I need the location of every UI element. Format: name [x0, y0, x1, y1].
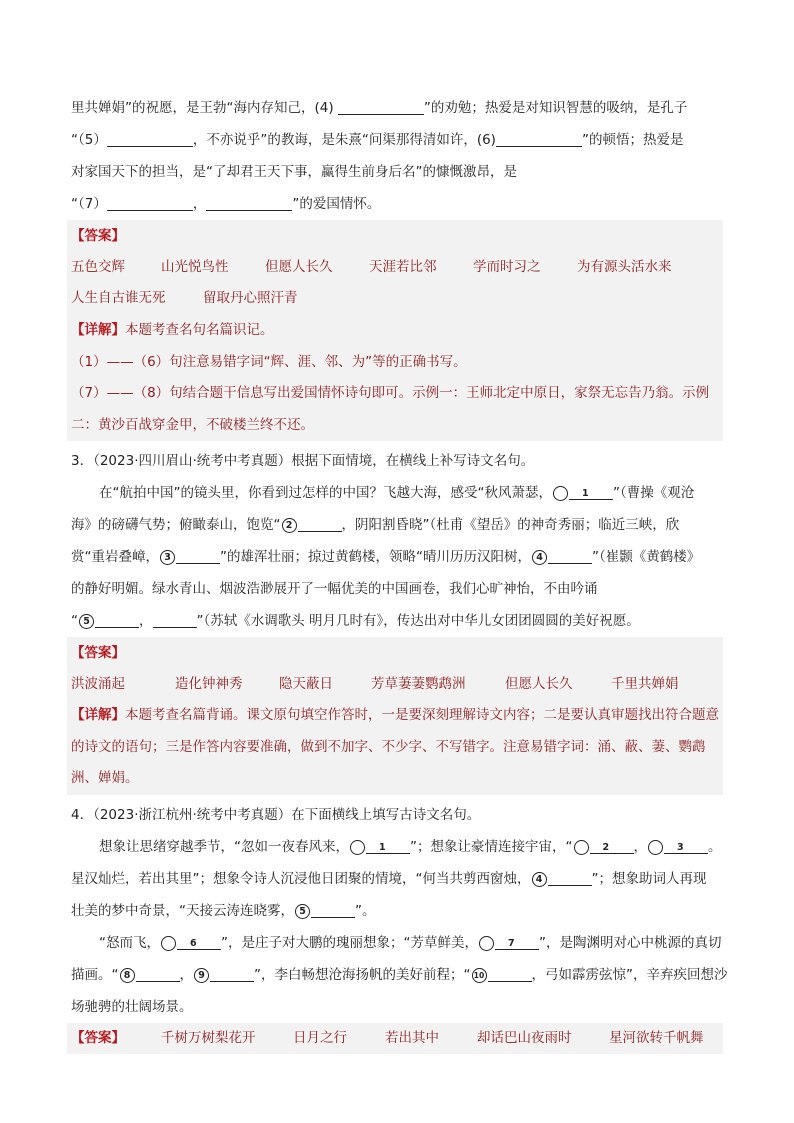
q4-text-line: 想象让思绪穿越季节，“忽如一夜春风来， 1 ”；想象让豪情连接宇宙，“ 2 ， 3 。 — [99, 838, 722, 855]
blank-1[interactable] — [366, 837, 410, 854]
circle-number: 7 — [479, 936, 494, 951]
blank-9[interactable] — [210, 965, 254, 982]
q3-text-line: 的静好明媚。绿水青山、烟波浩渺展开了一幅优美的中国画卷，我们心旷神怡，不由吟诵 — [71, 581, 598, 597]
circle-number: 2 — [574, 840, 589, 855]
answer-item: 星河欲转千帆舞 — [609, 1029, 704, 1046]
blank-6[interactable] — [153, 611, 197, 628]
answer-row — [71, 1023, 719, 1054]
detail-label: 【详解】 — [71, 322, 125, 338]
circle-number: 8 — [120, 968, 135, 983]
q2-text-line: “（5） ，不亦说乎”的教诲，是朱熹“问渠那得清如许，(6) ”的顿悟；热爱是 — [71, 132, 684, 148]
q4-text-line: 场驰骋的壮阔场景。 — [71, 998, 193, 1015]
answer-item: 洪波涌起 — [71, 676, 125, 692]
detail-text: （7）——（8）句结合题干信息写出爱国情怀诗句即可。示例一：王师北定中原日，家祭无忘告乃翁。示例二：黄沙百战穿金甲，不破楼兰终不还。 — [71, 385, 710, 433]
blank-2[interactable] — [298, 515, 342, 532]
detail-text: 本题考查名篇背诵。课文原句填空作答时，一是要深刻理解诗文内容；二是要认真审题找出符合题意的诗文的语句；三是作答内容要准确，做到不加字、不少字、不写错字。注意易错字词：涌、蔽、萋、鹦鹉洲、婵娟。 — [71, 707, 719, 786]
blank-3[interactable] — [664, 837, 708, 854]
answer-item: 隐天蔽日 — [279, 676, 333, 692]
circle-number: 5 — [295, 904, 310, 919]
blank-2[interactable] — [590, 837, 634, 854]
circle-number: 5 — [79, 614, 94, 629]
circle-number: 4 — [532, 872, 547, 887]
answer-item: 山光悦鸟性 — [161, 259, 229, 275]
blank-10[interactable] — [488, 965, 532, 982]
answer-item: 芳草萋萋鹦鹉洲 — [371, 676, 466, 692]
circle-number: 9 — [194, 968, 209, 983]
blank-7[interactable] — [107, 194, 193, 211]
blank-8[interactable] — [206, 194, 292, 211]
circle-number: 4 — [532, 550, 547, 565]
blank-4[interactable] — [338, 98, 424, 115]
answer-item: 五色交辉 — [71, 259, 125, 275]
answer-item: 留取丹心照汗青 — [203, 290, 298, 306]
circle-number: 1 — [350, 840, 365, 855]
q2-answer-box: 【答案】 五色交辉 山光悦鸟性 但愿人长久 天涯若比邻 学而时习之 为有源头活水来 人生自古谁无死 留取丹心照汗青 【详解】本题考查名句名篇识记。 （1）——（6）句注意易错字词“辉、涯、邻、为”等的正确书写。 （7）——（8）句结合题干信息写出爱国情怀诗句即可。示例一：王师北定中原日，家祭无忘告乃翁。示例二：黄沙百战穿金甲，不破楼兰终不还。 — [67, 220, 723, 441]
blank-4[interactable] — [548, 547, 592, 564]
answer-item: 造化钟神秀 — [175, 676, 243, 692]
blank-3[interactable] — [176, 547, 220, 564]
q2-text-line: 对家国天下的担当，是“了却君王天下事，赢得生前身后名”的慷慨激昂，是 — [71, 164, 517, 180]
answer-item: 日月之行 — [293, 1029, 347, 1046]
answer-label: 【答案】 — [71, 645, 125, 661]
answer-item: 千树万树梨花开 — [161, 1029, 256, 1046]
blank-7[interactable] — [495, 933, 539, 950]
document-page — [71, 92, 728, 1054]
answer-item: 千里共婵娟 — [611, 676, 679, 692]
q4-text-line: 描画。“ 8 ， 9 ”，李白畅想沧海扬帆的美好前程；“ 10 ，弓如霹雳弦惊”，辛弃疾回想沙 — [71, 966, 728, 983]
answer-item: 但愿人长久 — [505, 676, 573, 692]
circle-number: 2 — [282, 518, 297, 533]
answer-label: 【答案】 — [71, 228, 125, 244]
blank-1[interactable] — [569, 483, 613, 500]
q3-text-line: “ 5 ， ”（苏轼《水调歌头 明月几时有》，传达出对中华儿女团团圆圆的美好祝愿。 — [71, 613, 640, 629]
question-3-heading: 3．（2023·四川眉山·统考中考真题）根据下面情境，在横线上补写诗文名句。 — [71, 453, 535, 469]
circle-number: 10 — [472, 968, 487, 983]
answer-item: 天涯若比邻 — [369, 259, 437, 275]
answer-item: 人生自古谁无死 — [71, 290, 166, 306]
q3-text-line: 海》的磅礴气势；俯瞰泰山，饱览“ 2 ，阴阳割昏晓”（杜甫《望岳》的神奇秀丽；临近三峡，欣 — [71, 517, 680, 533]
answer-row — [71, 669, 719, 700]
blank-5[interactable] — [311, 901, 355, 918]
detail-text: （1）——（6）句注意易错字词“辉、涯、邻、为”等的正确书写。 — [71, 354, 467, 370]
answer-item: 但愿人长久 — [265, 259, 333, 275]
circle-number: 6 — [161, 936, 176, 951]
q4-answer-box — [67, 1023, 723, 1054]
answer-item: 为有源头活水来 — [577, 259, 672, 275]
answer-item: 却话巴山夜雨时 — [477, 1029, 572, 1046]
circle-number: 3 — [160, 550, 175, 565]
q2-text-line: 里共婵娟”的祝愿，是王勃“海内存知己，(4) ”的劝勉；热爱是对知识智慧的吸纳，是孔子 — [71, 100, 688, 116]
circle-number: 3 — [648, 840, 663, 855]
q4-text-line: 星汉灿烂，若出其里”；想象令诗人沉浸他日团聚的情境，“何当共剪西窗烛， 4 ”；想象助词人再现 — [71, 870, 707, 887]
blank-6[interactable] — [177, 933, 221, 950]
blank-6[interactable] — [496, 130, 582, 147]
answer-item: 学而时习之 — [473, 259, 541, 275]
detail-label: 【详解】 — [71, 707, 125, 723]
blank-5[interactable] — [107, 130, 193, 147]
q3-text-line: 赏“重岩叠嶂， 3 ”的雄浑壮丽；掠过黄鹤楼，领略“晴川历历汉阳树， 4 ”（崔颢《黄鹤楼》 — [71, 549, 701, 565]
circle-number: 1 — [553, 486, 568, 501]
answer-row — [71, 283, 719, 314]
blank-4[interactable] — [548, 869, 592, 886]
answer-row — [71, 252, 719, 283]
q3-text-line: 在“航拍中国”的镜头里，你看到过怎样的中国？飞越大海，感受“秋风萧瑟， 1 ”（曹操《观沧 — [99, 485, 695, 501]
question-4-heading: 4．（2023·浙江杭州·统考中考真题）在下面横线上填写古诗文名句。 — [71, 806, 481, 823]
blank-8[interactable] — [136, 965, 180, 982]
blank-5[interactable] — [95, 611, 139, 628]
q4-text-line: “怒而飞， 6 ”，是庄子对大鹏的瑰丽想象；“芳草鲜美， 7 ”，是陶渊明对心中桃源的真切 — [99, 934, 722, 951]
answer-item: 若出其中 — [385, 1029, 439, 1046]
q4-text-line: 壮美的梦中奇景，“天接云涛连晓雾， 5 ”。 — [71, 902, 376, 919]
q2-text-line: “（7） ， ”的爱国情怀。 — [71, 196, 381, 212]
answer-label: 【答案】 — [71, 1029, 125, 1046]
q3-answer-box — [67, 637, 723, 795]
